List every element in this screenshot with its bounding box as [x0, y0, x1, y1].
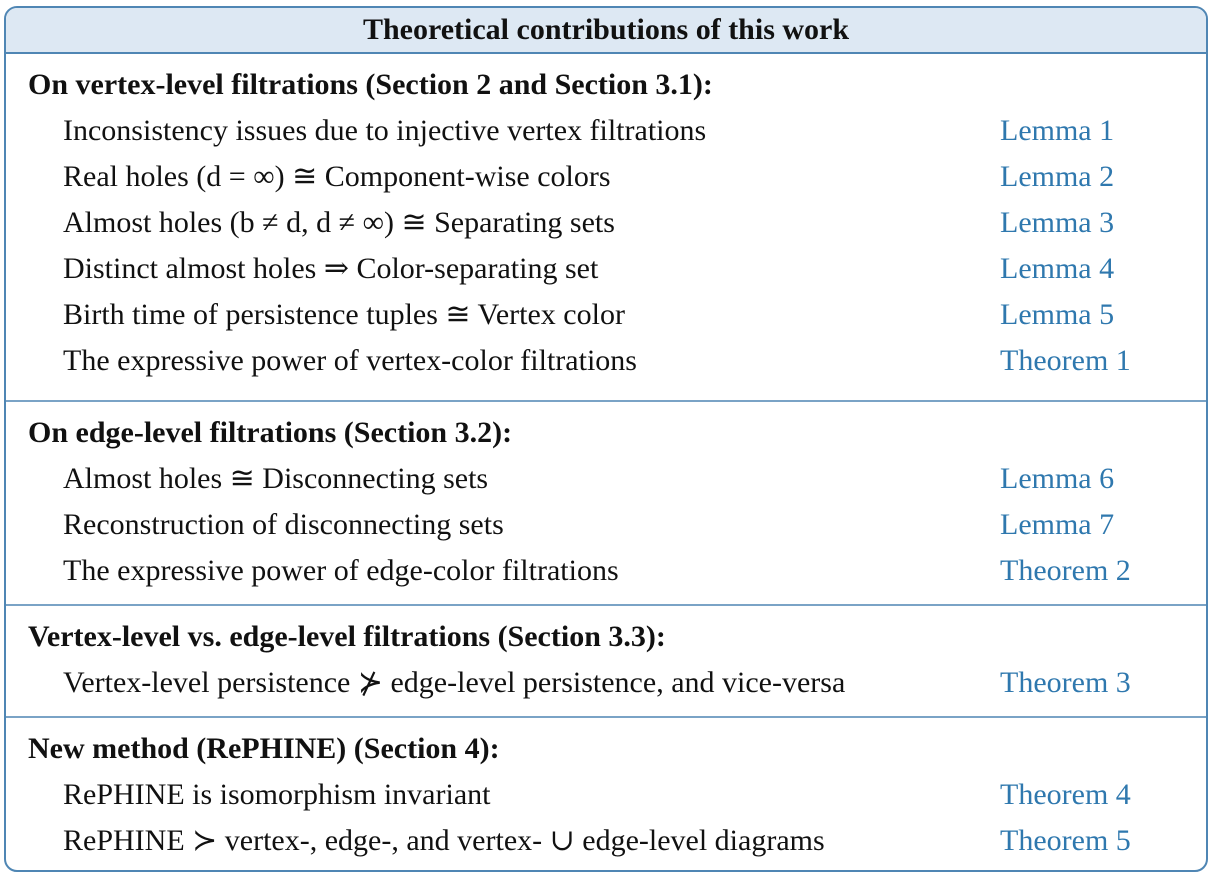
section-heading: On vertex-level filtrations (Section 2 and Section 3.1):: [28, 68, 713, 101]
item-text: Almost holes (b ≠ d, d ≠ ∞) ≅ Separating sets: [63, 206, 615, 239]
item-text: RePHINE ≻ vertex-, edge-, and vertex- ∪ edge-level diagrams: [63, 824, 825, 857]
item-reference-link[interactable]: Lemma 6: [1000, 462, 1115, 495]
item-text: The expressive power of vertex-color filtrations: [63, 344, 637, 377]
list-item: [28, 338, 1206, 384]
item-reference-link[interactable]: Theorem 5: [1000, 824, 1131, 857]
list-item: [28, 246, 1206, 292]
item-reference-link[interactable]: Lemma 3: [1000, 206, 1115, 239]
item-text: RePHINE is isomorphism invariant: [63, 778, 491, 811]
list-item: [28, 456, 1206, 502]
item-reference-link[interactable]: Theorem 2: [1000, 554, 1131, 587]
item-text: Birth time of persistence tuples ≅ Vertex color: [63, 298, 625, 331]
list-item: [28, 108, 1206, 154]
list-item: [28, 154, 1206, 200]
section-new-method: [6, 718, 1206, 871]
section-vertex-vs-edge: [6, 606, 1206, 718]
item-reference-link[interactable]: Lemma 5: [1000, 298, 1115, 331]
item-text: Almost holes ≅ Disconnecting sets: [63, 462, 489, 495]
list-item: [28, 200, 1206, 246]
item-reference-link[interactable]: Lemma 1: [1000, 114, 1115, 147]
item-text: The expressive power of edge-color filtrations: [63, 554, 619, 587]
list-item: [28, 292, 1206, 338]
section-vertex-level: [6, 54, 1206, 402]
item-text: Reconstruction of disconnecting sets: [63, 508, 504, 541]
item-text: Real holes (d = ∞) ≅ Component-wise colors: [63, 160, 611, 193]
item-text: Inconsistency issues due to injective vertex filtrations: [63, 114, 707, 147]
list-item: [28, 548, 1206, 594]
list-item: [28, 772, 1206, 818]
section-heading: On edge-level filtrations (Section 3.2):: [28, 416, 513, 449]
list-item: [28, 818, 1206, 864]
item-reference-link[interactable]: Lemma 7: [1000, 508, 1115, 541]
item-text: Distinct almost holes ⇒ Color-separating set: [63, 252, 599, 285]
contributions-box: [4, 6, 1208, 872]
section-edge-level: [6, 402, 1206, 606]
item-text: Vertex-level persistence ⊁ edge-level persistence, and vice-versa: [63, 666, 846, 699]
section-heading: New method (RePHINE) (Section 4):: [28, 732, 500, 765]
item-reference-link[interactable]: Lemma 4: [1000, 252, 1115, 285]
item-reference-link[interactable]: Theorem 1: [1000, 344, 1131, 377]
list-item: [28, 502, 1206, 548]
box-title: Theoretical contributions of this work: [6, 8, 1206, 54]
section-heading: Vertex-level vs. edge-level filtrations (Section 3.3):: [28, 620, 666, 653]
item-reference-link[interactable]: Theorem 4: [1000, 778, 1131, 811]
item-reference-link[interactable]: Lemma 2: [1000, 160, 1115, 193]
item-reference-link[interactable]: Theorem 3: [1000, 666, 1131, 699]
list-item: [28, 660, 1206, 706]
